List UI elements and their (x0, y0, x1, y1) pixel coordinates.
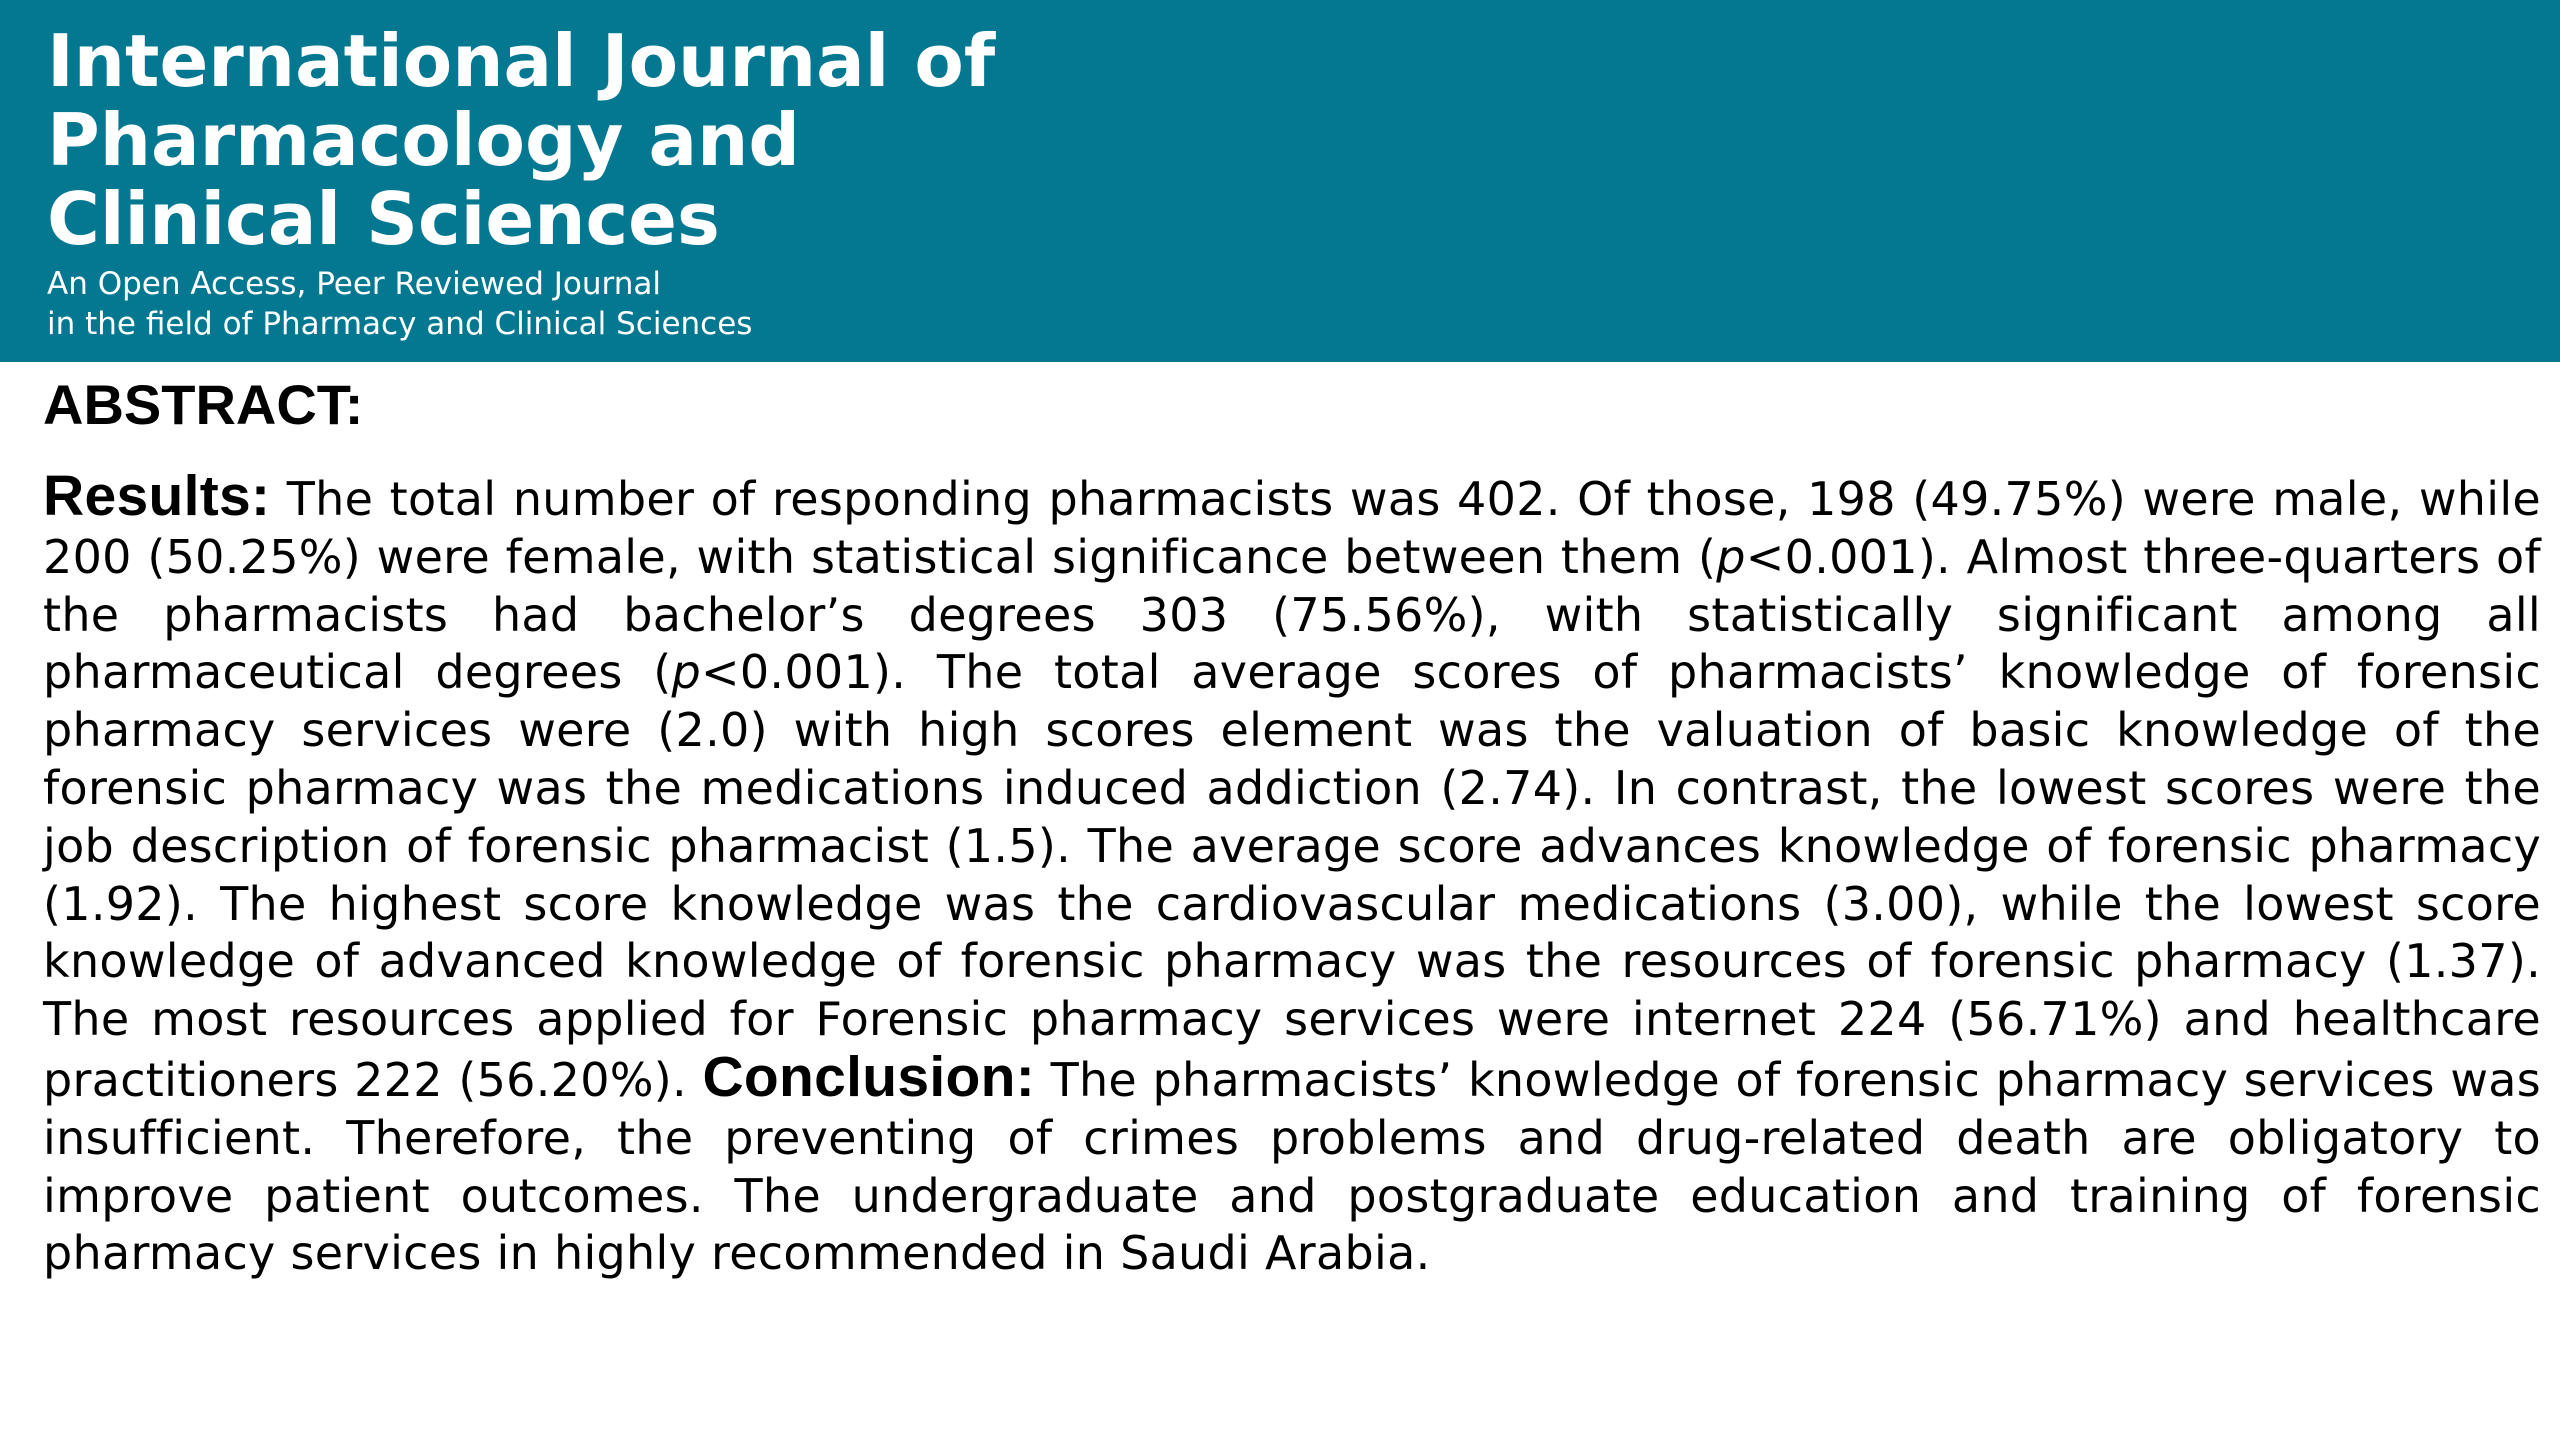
journal-title-line-2: Pharmacology and (47, 98, 800, 182)
journal-subtitle (47, 264, 752, 344)
p-value-symbol-2: p (671, 645, 701, 700)
journal-subtitle-line-2: in the field of Pharmacy and Clinical Sciences (47, 306, 753, 342)
abstract-heading: ABSTRACT: (43, 373, 364, 436)
results-label: Results: (43, 464, 271, 528)
journal-subtitle-line-1: An Open Access, Peer Reviewed Journal (47, 266, 661, 302)
results-text-part-2: <0.001). Almost three-quarters of the pharmacists had bachelor’s degrees 303 (75.56%), with statistically significant among all pharmaceutical degrees ( (43, 529, 2541, 700)
results-text-part-1: The total number of responding pharmacists was 402. Of those, 198 (49.75%) were male, while 200 (50.25%) were female, with statistical significance between them ( (43, 472, 2541, 584)
journal-title (47, 19, 996, 261)
abstract-body (43, 464, 2541, 1283)
p-value-symbol-1: p (1716, 529, 1746, 584)
journal-title-line-3: Clinical Sciences (47, 177, 720, 261)
conclusion-text: The pharmacists’ knowledge of forensic pharmacy services was insufficient. Therefore, the preventing of crimes problems and drug-related death are obligatory to improve patient outcomes. The undergraduate and postgraduate education and training of forensic pharmacy services in highly recommended in Saudi Arabia. (43, 1052, 2541, 1281)
journal-title-line-1: International Journal of (47, 19, 996, 103)
conclusion-label: Conclusion: (702, 1044, 1036, 1109)
journal-header-banner (0, 0, 2560, 362)
results-text-part-3: <0.001). The total average scores of pharmacists’ knowledge of forensic pharmacy services were (2.0) with high scores element was the valuation of basic knowledge of the forensic pharmacy was the medications induced addiction (2.74). In contrast, the lowest scores were the job description of forensic pharmacist (1.5). The average score advances knowledge of forensic pharmacy (1.92). The highest score knowledge was the cardiovascular medications (3.00), while the lowest score knowledge of advanced knowledge of forensic pharmacy was the resources of forensic pharmacy (1.37). The most resources applied for Forensic pharmacy services were internet 224 (56.71%) and healthcare practitioners 222 (56.20%). (43, 645, 2541, 1107)
